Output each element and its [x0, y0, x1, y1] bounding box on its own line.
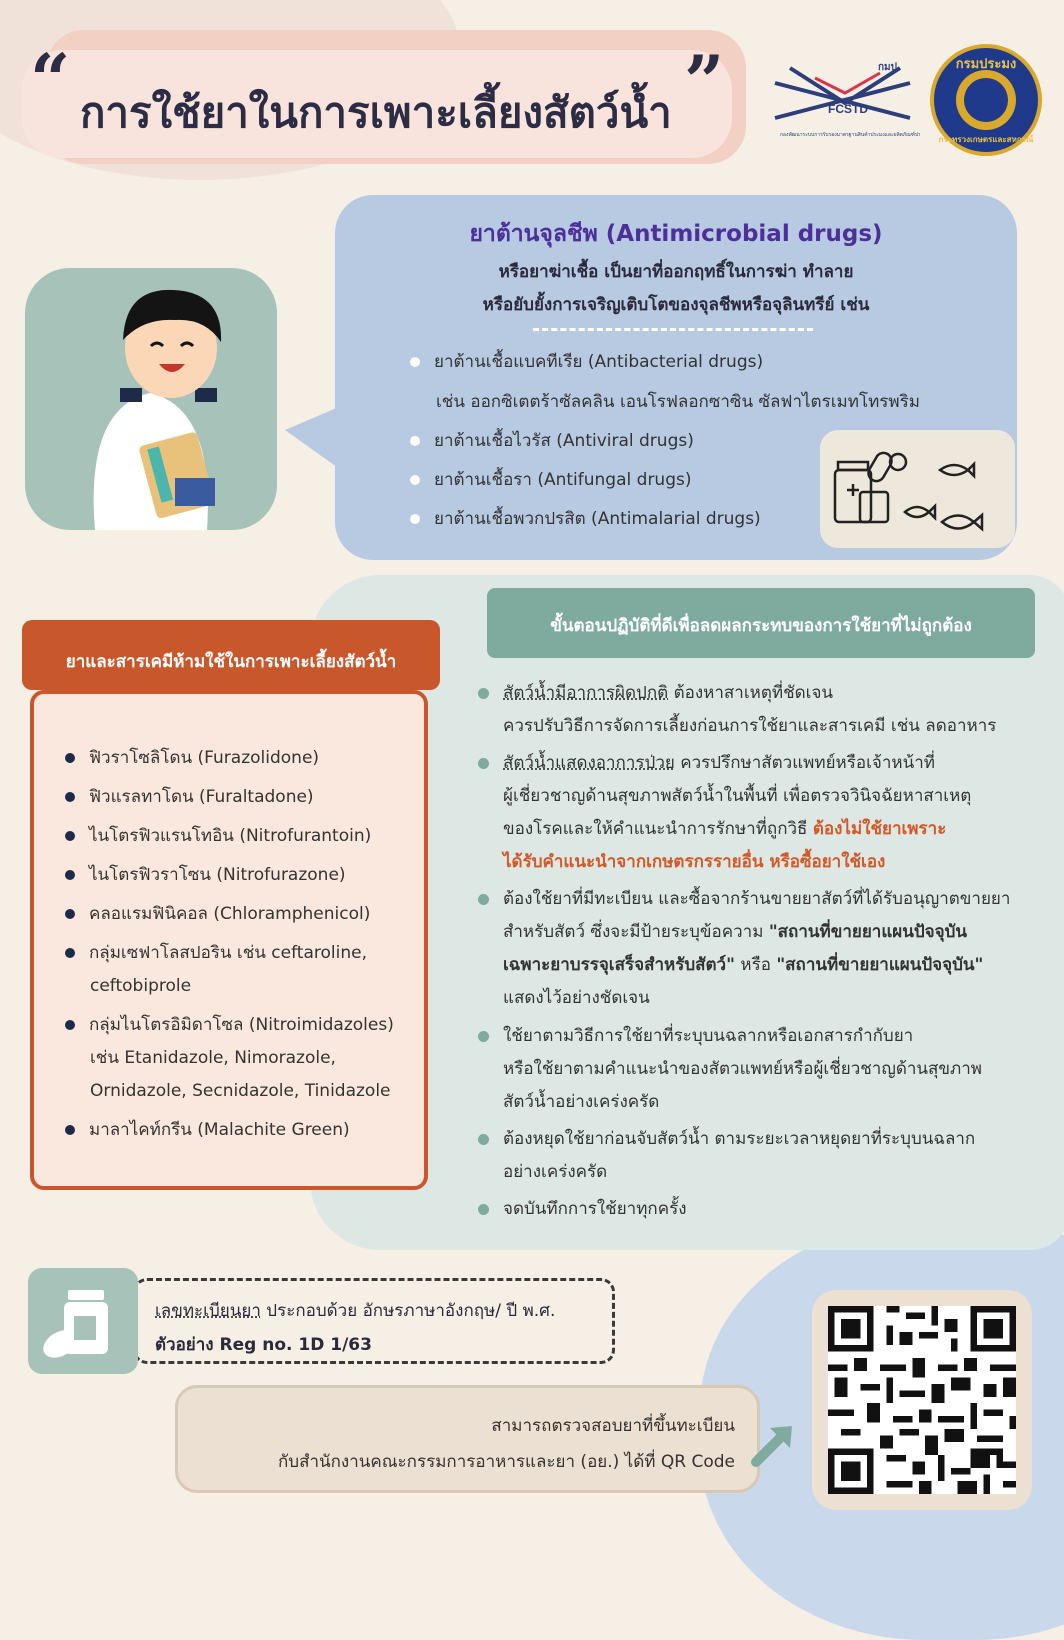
antimicrobial-item: ยาต้านเชื้อแบคทีเรีย (Antibacterial drugs) — [410, 348, 763, 375]
banned-item: ไนโตรฟิวแรนโทอิน (Nitrofurantoin) — [65, 820, 371, 853]
antimicrobial-item: ยาต้านเชื้อรา (Antifungal drugs) — [410, 466, 691, 493]
practice-item: ต้องใช้ยาที่มีทะเบียน และซื้อจากร้านขายยาสัตว์ที่ได้รับอนุญาตขายยา สำหรับสัตว์ ซึ่งจะมีป้ายระบุข้อความ "สถานที่ขายยาแผนปัจจุบัน เฉพาะยาบรรจุเสร็จสำหรับสัตว์" หรือ "สถานที่ขายยาแผนปัจจุบัน" แสดงไว้อย่างชัดเจน — [478, 883, 1038, 1015]
banned-item: คลอแรมฟินิคอล (Chloramphenicol) — [65, 898, 370, 931]
practice-item: จดบันทึกการใช้ยาทุกครั้ง — [478, 1193, 1038, 1226]
banned-item: กลุ่มเซฟาโลสปอริน เช่น ceftaroline, — [65, 937, 367, 970]
medicine-bottle-icon — [28, 1268, 138, 1374]
practice-item: ต้องหยุดใช้ยาก่อนจับสัตว์น้ำ ตามระยะเวลาหยุดยาที่ระบุบนฉลาก อย่างเคร่งครัด — [478, 1123, 1038, 1189]
bullet-dot — [410, 475, 420, 485]
bullet-dot — [478, 1204, 489, 1215]
practice-item: ใช้ยาตามวิธีการใช้ยาที่ระบุบนฉลากหรือเอกสารกำกับยา หรือใช้ยาตามคำแนะนำของสัตวแพทย์หรือผู้เชี่ยวชาญด้านสุขภาพ สัตว์น้ำอย่างเคร่งครัด — [478, 1020, 1038, 1119]
antimicrobial-desc-line2: หรือยับยั้งการเจริญเติบโตของจุลชีพหรือจุลินทรีย์ เช่น — [482, 295, 870, 315]
bullet-dot — [65, 1125, 75, 1135]
bullet-dot — [65, 831, 75, 841]
bullet-dot — [65, 792, 75, 802]
bullet-dot — [478, 688, 489, 699]
banned-item: ไนโตรฟิวราโซน (Nitrofurazone) — [65, 859, 346, 892]
close-quote: ” — [684, 40, 725, 123]
arrow-icon — [748, 1420, 798, 1474]
banned-item-cont: Ornidazole, Secnidazole, Tinidazole — [90, 1081, 391, 1101]
bullet-dot — [410, 357, 420, 367]
banned-item-cont: ceftobiprole — [90, 976, 192, 996]
practice-item: สัตว์น้ำแสดงอาการป่วย ควรปรึกษาสัตวแพทย์หรือเจ้าหน้าที่ ผู้เชี่ยวชาญด้านสุขภาพสัตว์น้ำในพื้นที่ เพื่อตรวจวินิจฉัยหาสาเหตุ ของโรคและให้คำแนะนำการรักษาที่ถูกวิธี ต้องไม่ใช้ยาเพราะ ได้รับคำแนะนำจากเกษตรกรรายอื่น หรือซื้อยาใช้เอง — [478, 747, 1038, 879]
open-quote: “ — [30, 38, 71, 121]
bullet-dot — [478, 1031, 489, 1042]
qr-code[interactable] — [828, 1306, 1016, 1494]
antimicrobial-title: ยาต้านจุลชีพ (Antimicrobial drugs) — [469, 221, 883, 247]
registration-example: ตัวอย่าง Reg no. 1D 1/63 — [155, 1335, 372, 1355]
logo-text: FCSTD — [828, 102, 868, 116]
page-title: การใช้ยาในการเพาะเลี้ยงสัตว์น้ำ — [80, 88, 672, 137]
bullet-dot — [65, 948, 75, 958]
banned-drugs-title: ยาและสารเคมีห้ามใช้ในการเพาะเลี้ยงสัตว์น้ำ — [65, 652, 397, 672]
logo-caption: กองพัฒนาระบบการรับรองมาตรฐานสินค้าประมงและผลิตภัณฑ์ประมง — [780, 132, 920, 138]
banned-item-cont: เช่น Etanidazole, Nimorazole, — [90, 1048, 336, 1068]
antimicrobial-item: ยาต้านเชื้อไวรัส (Antiviral drugs) — [410, 427, 694, 454]
banned-item: ฟิวแรลทาโดน (Furaltadone) — [65, 781, 314, 814]
character-illustration — [25, 268, 277, 530]
logo-top-text: กรมประมง — [955, 57, 1017, 72]
practice-item: สัตว์น้ำมีอาการผิดปกติ ต้องหาสาเหตุที่ชัดเจน ควรปรับวิธีการจัดการเลี้ยงก่อนการใช้ยาและสารเคมี เช่น ลดอาหาร — [478, 677, 1038, 743]
bullet-dot — [410, 436, 420, 446]
qr-line1: สามารถตรวจสอบยาที่ขึ้นทะเบียน — [491, 1416, 735, 1436]
qr-text-box — [175, 1385, 760, 1493]
logo-bottom-text: กระทรวงเกษตรและสหกรณ์ — [938, 135, 1034, 144]
antimicrobial-item: ยาต้านเชื้อพวกปรสิต (Antimalarial drugs) — [410, 505, 761, 532]
bullet-dot — [478, 894, 489, 905]
antibacterial-examples: เช่น ออกซิเตตร้าซัลคลิน เอนโรฟลอกซาซิน ซัลฟาไตรเมทโทรพริม — [436, 392, 920, 412]
banned-item: กลุ่มไนโตรอิมิดาโซล (Nitroimidazoles) — [65, 1009, 394, 1042]
bullet-dot — [410, 514, 420, 524]
banned-item: มาลาไคท์กรีน (Malachite Green) — [65, 1114, 350, 1147]
department-of-fisheries-logo — [930, 44, 1042, 156]
bullet-dot — [478, 1134, 489, 1145]
divider — [533, 328, 813, 331]
antimicrobial-desc-line1: หรือยาฆ่าเชื้อ เป็นยาที่ออกฤทธิ์ในการฆ่า ทำลาย — [498, 262, 854, 282]
registration-line1: เลขทะเบียนยา ประกอบด้วย อักษรภาษาอังกฤษ/ ปี พ.ศ. — [155, 1301, 556, 1321]
bullet-dot — [65, 1020, 75, 1030]
fcstd-logo — [770, 48, 920, 148]
qr-line2: กับสำนักงานคณะกรรมการอาหารและยา (อย.) ได้ที่ QR Code — [277, 1452, 735, 1472]
bullet-dot — [65, 909, 75, 919]
bullet-dot — [478, 758, 489, 769]
good-practice-title: ขั้นตอนปฏิบัติที่ดีเพื่อลดผลกระทบของการใช้ยาที่ไม่ถูกต้อง — [550, 616, 972, 636]
bullet-dot — [65, 870, 75, 880]
logo-abbr: กมป. — [878, 62, 901, 73]
medicine-fish-icon — [820, 430, 1015, 548]
bullet-dot — [65, 753, 75, 763]
banned-item: ฟิวราโซลิโดน (Furazolidone) — [65, 742, 319, 775]
